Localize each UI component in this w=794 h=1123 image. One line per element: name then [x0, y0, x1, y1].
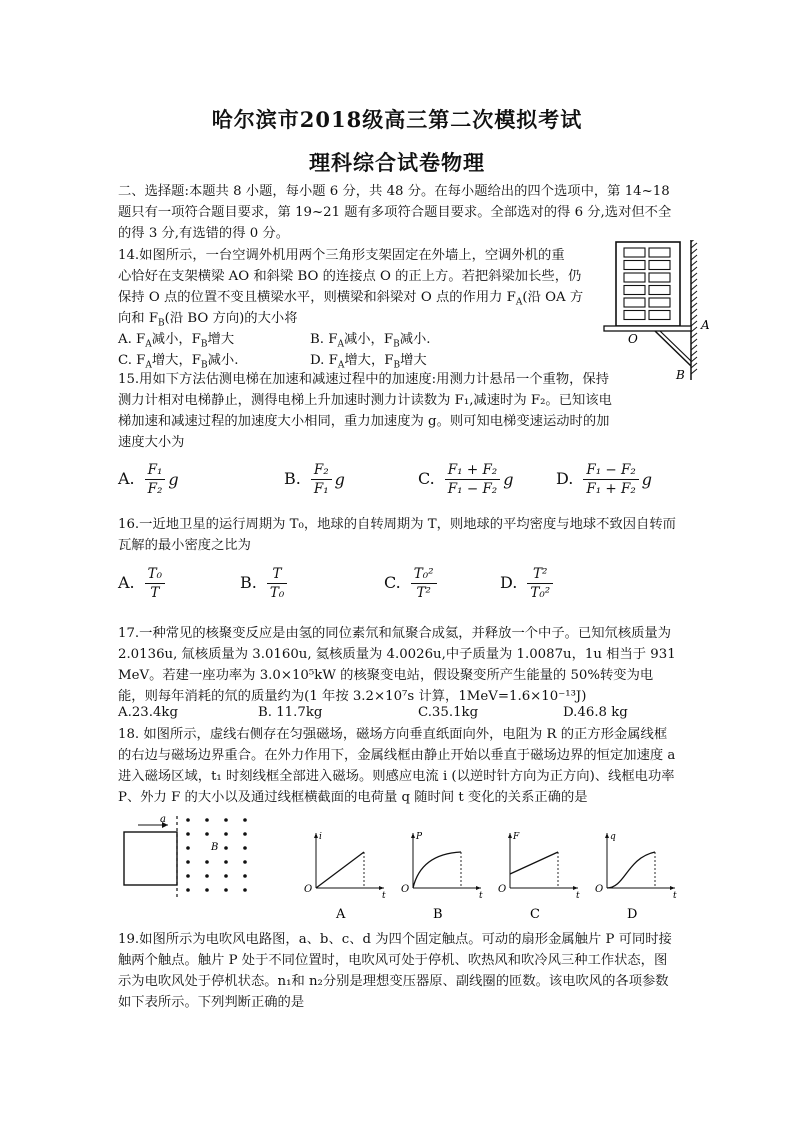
q16-stem: 16.一近地卫星的运行周期为 T₀，地球的自转周期为 T，则地球的平均密度与地球不致因自转而瓦解的最小密度之比为: [118, 517, 676, 553]
x-axis-arrow: [379, 886, 384, 890]
field-dots: [186, 818, 247, 892]
x-axis-label: t: [479, 891, 483, 901]
beam-bo: [655, 331, 691, 366]
q14-stem-line2: 心恰好在支架横梁 AO 和斜梁 BO 的连接点 O 的正上方。若把斜梁加长些，仍: [118, 269, 582, 284]
q15-stem-part1: [118, 369, 616, 453]
ac-fin: [649, 311, 670, 320]
y-axis-arrow: [605, 833, 609, 838]
field-dot: [224, 818, 228, 822]
exam-title: 哈尔滨市2018级高三第二次模拟考试: [211, 107, 583, 132]
ac-fin: [624, 261, 645, 270]
q17-option-b: B. 11.7kg: [258, 705, 323, 720]
field-dot: [224, 832, 228, 836]
graph-d: [595, 832, 677, 922]
ac-fin: [649, 298, 670, 307]
y-axis-arrow: [314, 833, 318, 838]
q17-stem: 17.一种常见的核聚变反应是由氢的同位素氘和氚聚合成氦，并释放一个中子。已知氘核质量为 2.0136u, 氚核质量为 3.0160u, 氦核质量为 4.0026u,中子质量为 1.0087u，1u 相当于 931 MeV。若建一座功率为 3.0×10⁵kW 的核聚变电站，假设聚变所产生能量的 50%转变为电能，则每年消耗的氘的质量约为(1 年按 3.2×10⁷s 计算，1MeV=1.6×10⁻¹³J): [118, 626, 676, 704]
field-dot: [205, 818, 209, 822]
hatch-line: [691, 363, 697, 368]
q16-option-d: D. $\frac{\text{T²}}{\text{T₀²}}$: [500, 566, 553, 601]
q16-option-c: C. $\frac{\text{T₀²}}{\text{T²}}$: [384, 566, 437, 601]
q14-stem-line1: 14.如图所示，一台空调外机用两个三角形支架固定在外墙上，空调外机的重: [118, 248, 565, 263]
field-dot: [243, 888, 247, 892]
hatch-line: [691, 369, 697, 374]
q15-option-a: A. $\frac{\text{F₁}}{\text{F₂}}$ g: [118, 462, 179, 497]
graph-caption: D: [627, 907, 638, 922]
label-accel: a: [160, 814, 166, 825]
exam-subtitle: 理科综合试卷物理: [309, 150, 485, 175]
field-dot: [205, 888, 209, 892]
x-axis-label: t: [673, 891, 677, 901]
hatch-line: [691, 255, 697, 260]
label-a: A: [701, 318, 710, 332]
hatch-line: [691, 285, 697, 290]
square-loop: [124, 832, 177, 885]
q14-option-d: D. $F_A$增大，$F_B$增大: [310, 353, 427, 371]
hatch-line: [691, 249, 697, 254]
field-dot: [186, 874, 190, 878]
origin-label: O: [595, 884, 604, 895]
y-axis-label: q: [610, 832, 616, 842]
hatch-line: [691, 333, 697, 338]
ac-fin: [649, 286, 670, 295]
hatch-line: [691, 357, 697, 362]
hatch-line: [691, 243, 697, 248]
field-dot: [224, 860, 228, 864]
q14-stem-line4: 向和 $F_B$(沿 BO 方向)的大小将: [118, 311, 298, 329]
x-axis-label: t: [382, 891, 386, 901]
y-axis-arrow: [411, 833, 415, 838]
field-dot: [224, 874, 228, 878]
q14-ac-unit-figure: [600, 240, 710, 385]
ac-fin: [624, 248, 645, 257]
ac-fin: [649, 248, 670, 257]
label-field-b: B: [211, 842, 219, 853]
hatch-line: [691, 291, 697, 296]
ac-fin: [624, 298, 645, 307]
hatch-line: [691, 345, 697, 350]
graph-curve: [510, 852, 558, 874]
field-dot: [243, 846, 247, 850]
q19-stem: 19.如图所示为电吹风电路图，a、b、c、d 为四个固定触点。可动的扇形金属触片 P 可同时接触两个触点。触片 P 处于不同位置时，电吹风可处于停机、吹热风和吹冷风三种工作状态，图示为电吹风处于停机状态。n₁和 n₂分别是理想变压器原、副线圈的匝数。该电吹风的各项参数如下表所示。下列判断正确的是: [118, 932, 672, 1010]
field-dot: [243, 874, 247, 878]
y-axis-label: i: [319, 832, 322, 842]
y-axis-arrow: [508, 833, 512, 838]
field-dot: [205, 874, 209, 878]
hatch-line: [691, 303, 697, 308]
hatch-line: [691, 351, 697, 356]
graph-caption: C: [530, 907, 540, 922]
graph-a: [304, 832, 386, 922]
x-axis-arrow: [670, 886, 675, 890]
q18-field-figure: [118, 812, 258, 902]
ac-fin: [624, 286, 645, 295]
graph-caption: A: [336, 907, 346, 922]
beam-ao: [604, 326, 691, 331]
graph-caption: B: [433, 907, 443, 922]
hatch-line: [691, 339, 697, 344]
y-axis-label: F: [513, 832, 520, 842]
ac-fin: [649, 273, 670, 282]
y-axis-label: P: [416, 832, 423, 842]
graph-curve: [607, 852, 655, 888]
graph-curve: [316, 852, 364, 888]
label-o: O: [628, 332, 638, 346]
section-intro: 二、选择题:本题共 8 小题，每小题 6 分，共 48 分。在每小题给出的四个选项中，第 14~18 题只有一项符合题目要求，第 19~21 题有多项符合题目要求。全部选对的得 6 分,选对但不全的得 3 分,有选错的得 0 分。: [118, 184, 672, 241]
graph-b: [401, 832, 483, 922]
q17-option-d: D.46.8 kg: [563, 705, 628, 720]
q15-stem: 15.用如下方法估测电梯在加速和减速过程中的加速度:用测力计悬吊一个重物，保持测力计相对电梯静止，测得电梯上升加速时测力计读数为 F₁,减速时为 F₂。已知该电梯加速和减速过程的加速度大小相同，重力加速度为 g。则可知电梯变速运动时的加速度大小为: [118, 372, 612, 450]
q14-option-c: C. $F_A$增大，$F_B$减小.: [118, 353, 239, 371]
hatch-line: [691, 309, 697, 314]
field-dot: [224, 888, 228, 892]
origin-label: O: [498, 884, 507, 895]
x-axis-label: t: [576, 891, 580, 901]
q17-option-a: A.23.4kg: [118, 705, 179, 720]
ac-fin: [649, 261, 670, 270]
field-dot: [243, 832, 247, 836]
hatch-line: [691, 315, 697, 320]
label-b: B: [676, 368, 685, 382]
field-dot: [224, 846, 228, 850]
q14-stem-line3: 保持 O 点的位置不变且横梁水平，则横梁和斜梁对 O 点的作用力 $F_A$(沿 OA 方: [118, 290, 584, 308]
hatch-line: [691, 240, 697, 242]
q17-option-c: C.35.1kg: [418, 705, 479, 720]
field-dot: [186, 818, 190, 822]
q14-option-b: B. $F_A$减小，$F_B$减小.: [310, 332, 431, 350]
hatch-line: [691, 273, 697, 278]
hatch-line: [691, 279, 697, 284]
hatch-line: [691, 267, 697, 272]
field-dot: [186, 888, 190, 892]
origin-label: O: [304, 884, 313, 895]
field-dot: [186, 846, 190, 850]
q18-graphs: [298, 826, 688, 926]
field-dot: [243, 860, 247, 864]
field-dot: [205, 832, 209, 836]
q16-option-b: B. $\frac{T}{\text{T₀}}$: [240, 566, 287, 601]
field-dot: [186, 860, 190, 864]
q15-option-c: C. $\frac{\text{F₁ + F₂}}{\text{F₁ − F₂}}$ g: [418, 462, 514, 497]
q15-option-d: D. $\frac{\text{F₁ − F₂}}{\text{F₁ + F₂}}$ g: [556, 462, 653, 497]
field-dot: [186, 832, 190, 836]
q14-option-a: A. $F_A$减小，$F_B$增大: [118, 332, 235, 350]
q15-option-b: B. $\frac{\text{F₂}}{\text{F₁}}$ g: [284, 462, 345, 497]
q18-stem: 18. 如图所示，虚线右侧存在匀强磁场，磁场方向垂直纸面向外，电阻为 R 的正方形金属线框的右边与磁场边界重合。在外力作用下，金属线框由静止开始以垂直于磁场边界的恒定加速度 a 进入磁场区域，t₁ 时刻线框全部进入磁场。则感应电流 i (以逆时针方向为正方向)、线框电功率 P、外力 F 的大小以及通过线框横截面的电荷量 q 随时间 t 变化的关系正确的是: [118, 727, 676, 805]
x-axis-arrow: [476, 886, 481, 890]
hatch-line: [691, 297, 697, 302]
graph-c: [498, 832, 580, 922]
wall-hatch: [691, 240, 697, 374]
field-dot: [205, 860, 209, 864]
graph-curve: [413, 852, 461, 888]
field-dot: [243, 818, 247, 822]
hatch-line: [691, 321, 697, 326]
ac-fin: [624, 273, 645, 282]
origin-label: O: [401, 884, 410, 895]
hatch-line: [691, 327, 697, 332]
x-axis-arrow: [573, 886, 578, 890]
hatch-line: [691, 261, 697, 266]
q16-option-a: A. $\frac{\text{T₀}}{T}$: [118, 566, 165, 601]
ac-fin: [624, 311, 645, 320]
